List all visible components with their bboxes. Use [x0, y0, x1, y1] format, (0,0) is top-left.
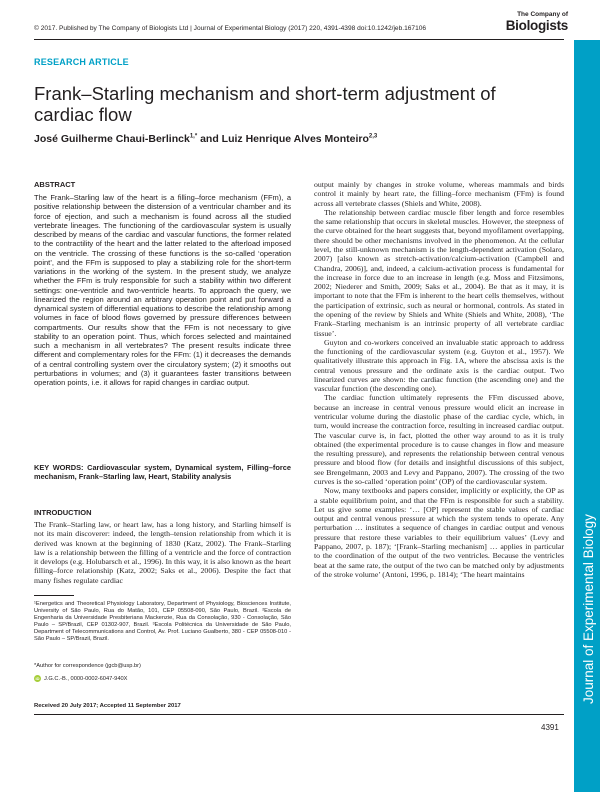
orcid-icon[interactable]: iD	[35, 676, 40, 681]
affiliations-footnote: ¹Energetics and Theoretical Physiology Laboratory, Department of Physiology, Biosciences Institute, University of São Paulo, Rua do Matão, 101, CEP 05508-090, São Paulo, Brazil. ²Escola de Engenharia da Universidade Presbiteriana Mackenzie, Rua da Consolação, 930 - Consolação, São Paulo – SP/Brazil, CEP 01302-907, Brazil. ³Escola Politécnica da Universidade de São Paulo, Department of Telecommunications and Control, Av. Prof. Luciano Gualberto, 380 - CEP 05508-010 - São Paulo – SP/Brazil, Brazil.	[34, 601, 291, 642]
logo-small-text: The Company of	[517, 11, 568, 18]
publisher-logo	[506, 12, 568, 32]
logo-big-text: Biologists	[505, 17, 568, 33]
authors	[34, 133, 377, 145]
header-rule	[34, 39, 564, 40]
orcid-text[interactable]: J.G.C.-B., 0000-0002-6047-940X	[44, 675, 128, 682]
page-number: 4391	[541, 723, 559, 732]
article-title: Frank–Starling mechanism and short-term adjustment of cardiac flow	[34, 83, 496, 125]
author-1-affiliation: 1,*	[189, 133, 198, 140]
keywords-label: KEY WORDS:	[34, 463, 84, 472]
paragraph: Now, many textbooks and papers consider, implicitly or explicitly, the OP as a stable equilibrium point, and that the FFm is responsible for such a stability. Let us give some examples: ‘… [OP] represent the stable values of cardiac output and central venous pressure at which the system tends to operate. Any perturbation … institutes a sequence of changes in cardiac output and venous pressure that restore these variables to their equilibrium values’ (Levy and Pappano, 2007, p. 187); ‘[Frank–Starling mechanism] … applies in particular to the coordination of the output of the two ventricles. Because the ventricles beat at the same rate, the output of the two can be matched only by adjustments of the stroke volume’ (Antoni, 1996, p. 1814); ‘The heart maintains	[314, 486, 564, 579]
orcid-line	[34, 675, 127, 682]
introduction-section	[34, 508, 291, 517]
abstract-heading: ABSTRACT	[34, 180, 76, 189]
footer-rule	[34, 714, 564, 715]
journal-sidebar-text: Journal of Experimental Biology	[581, 514, 596, 704]
author-2-affiliation: 2,3	[368, 133, 378, 140]
introduction-heading: INTRODUCTION	[34, 508, 92, 517]
correspondence-note: *Author for correspondence (jgcb@usp.br)	[34, 663, 141, 669]
paragraph: Guyton and co-workers conceived an invaluable static approach to address the functioning of the cardiovascular system (e.g. Guyton et al., 1957). We qualitatively illustrate this approach in Fig. 1A, where the abscissa axis is the central venous pressure and the ordinate axis is the cardiac output. Two linearized curves are shown: the cardiac function (the ascending one) and the vascular function (the descending one).	[314, 337, 564, 394]
right-column	[314, 180, 564, 579]
introduction-body: The Frank–Starling law, or heart law, has a long history, and Starling himself is not its main discoverer: indeed, the length–tension relationship from which it is derived was known at the beginning of 1830 (Katz, 2002). The Frank–Starling law is a relationship between the filling of a ventricle and the force of contraction it develops (e.g. Holubarsch et al., 1996). In this way, it is also known as the heart filling–force relationship (Katz, 2002; Saks et al., 2006). Despite the fact that many fishes regulate cardiac	[34, 520, 291, 585]
author-1: José Guilherme Chaui-Berlinck	[34, 133, 190, 145]
footnote-rule	[34, 595, 74, 596]
paragraph: The cardiac function ultimately represents the FFm discussed above, because an increase in central venous pressure would elicit an increase in ventricular volume during the diastolic phase of the cardiac cycle, which, in turn, would increase the contraction force, resulting in increased cardiac output. The vascular curve is, in fact, plotted the other way around to as it is truly obtained (the experimental procedure is to cause changes in flow and measure the resulting pressure), and represents the relationship between central venous pressure and blood flow (for details and insightful discussions of this subject, see Brengelmann, 2003 and Levy and Pappano, 2007). The crossing of the two curves is the so-called ‘operation point’ (OP) of the cardiovascular system.	[314, 393, 564, 486]
keywords-text: Cardiovascular system, Dynamical system, Filling–force mechanism, Frank–Starling law, Heart, Stability analysis	[34, 463, 291, 481]
abstract-body: The Frank–Starling law of the heart is a filling–force mechanism (FFm), a positive relationship between the distension of a ventricular chamber and its force of ejection, and such a mechanism is found across all the studied vertebrate lineages. The functioning of the cardiovascular system is usually described by means of the cardiac and vascular functions, the former related to the contractility of the heart and the latter related to the afterload imposed on the ventricle. The crossing of these functions is the so-called ‘operation point’, and the FFm is supposed to play a stabilizing role for the short-term variations in the working of the system. In the present study, we analyze whether the FFm is truly responsible for such a stability within two different settings: one-ventricle and two-ventricle hearts. To approach the query, we linearized the region around an arbitrary operation point and put forward a dynamical system of differential equations to describe the relationship among volumes in face of blood flows governed by pressure differences between compartments. Our results show that the FFm is not necessary to give stability to an operation point. Thus, which forces selected and maintained such a mechanism in all vertebrates? The present results indicate three different and complementary roles for the FFm: (1) it decreases the demands of a central controlling system over the circulatory system; (2) it smooths out perturbations in volumes; and (3) it guarantees faster transitions between operation points, i.e. it allows for rapid changes in cardiac output.	[34, 193, 291, 387]
received-dates: Received 20 July 2017; Accepted 11 September 2017	[34, 703, 181, 709]
abstract-section	[34, 180, 291, 189]
article-type: RESEARCH ARTICLE	[34, 57, 129, 67]
paragraph: output mainly by changes in stroke volume, whereas mammals and birds control it mainly by heart rate, the filling–force mechanism (FFm) is found across all vertebrate classes (Shiels and White, 2008).	[314, 180, 564, 208]
citation-header: © 2017. Published by The Company of Biologists Ltd | Journal of Experimental Biology (2017) 220, 4391-4398 doi:10.1242/jeb.167106	[34, 25, 427, 32]
paragraph: The relationship between cardiac muscle fiber length and force resembles the same relationship that occurs in skeletal muscles. However, the steepness of the curve obtained for the heart suggests that, beyond myofilament overlapping, there should be other mechanisms involved in the phenomenon. At the cellular level, the still-unknown mechanism is the length-dependent activation (Solaro, 2007) [also known as stretch-activation/calcium-activation (Campbell and Chandra, 2006)], and, indeed, a calcium-activation process is fundamental for the increase in force due to an increase in length (e.g. Moss and Fitzsimons, 2002; Niederer and Smith, 2009; Saks et al., 2004). Be that as it may, it is important to note that the FFm is inherent to the heart cells themselves, without the participation of extrinsic, such as neural or hormonal, controls. As stated in the opening of the review by Shiels and White (Shiels and White, 2008), ‘The Frank–Starling mechanism is an intrinsic property of all vertebrate cardiac tissue’.	[314, 207, 564, 338]
keywords	[34, 463, 291, 481]
author-2: Luiz Henrique Alves Monteiro	[221, 133, 369, 145]
authors-and: and	[197, 133, 222, 145]
